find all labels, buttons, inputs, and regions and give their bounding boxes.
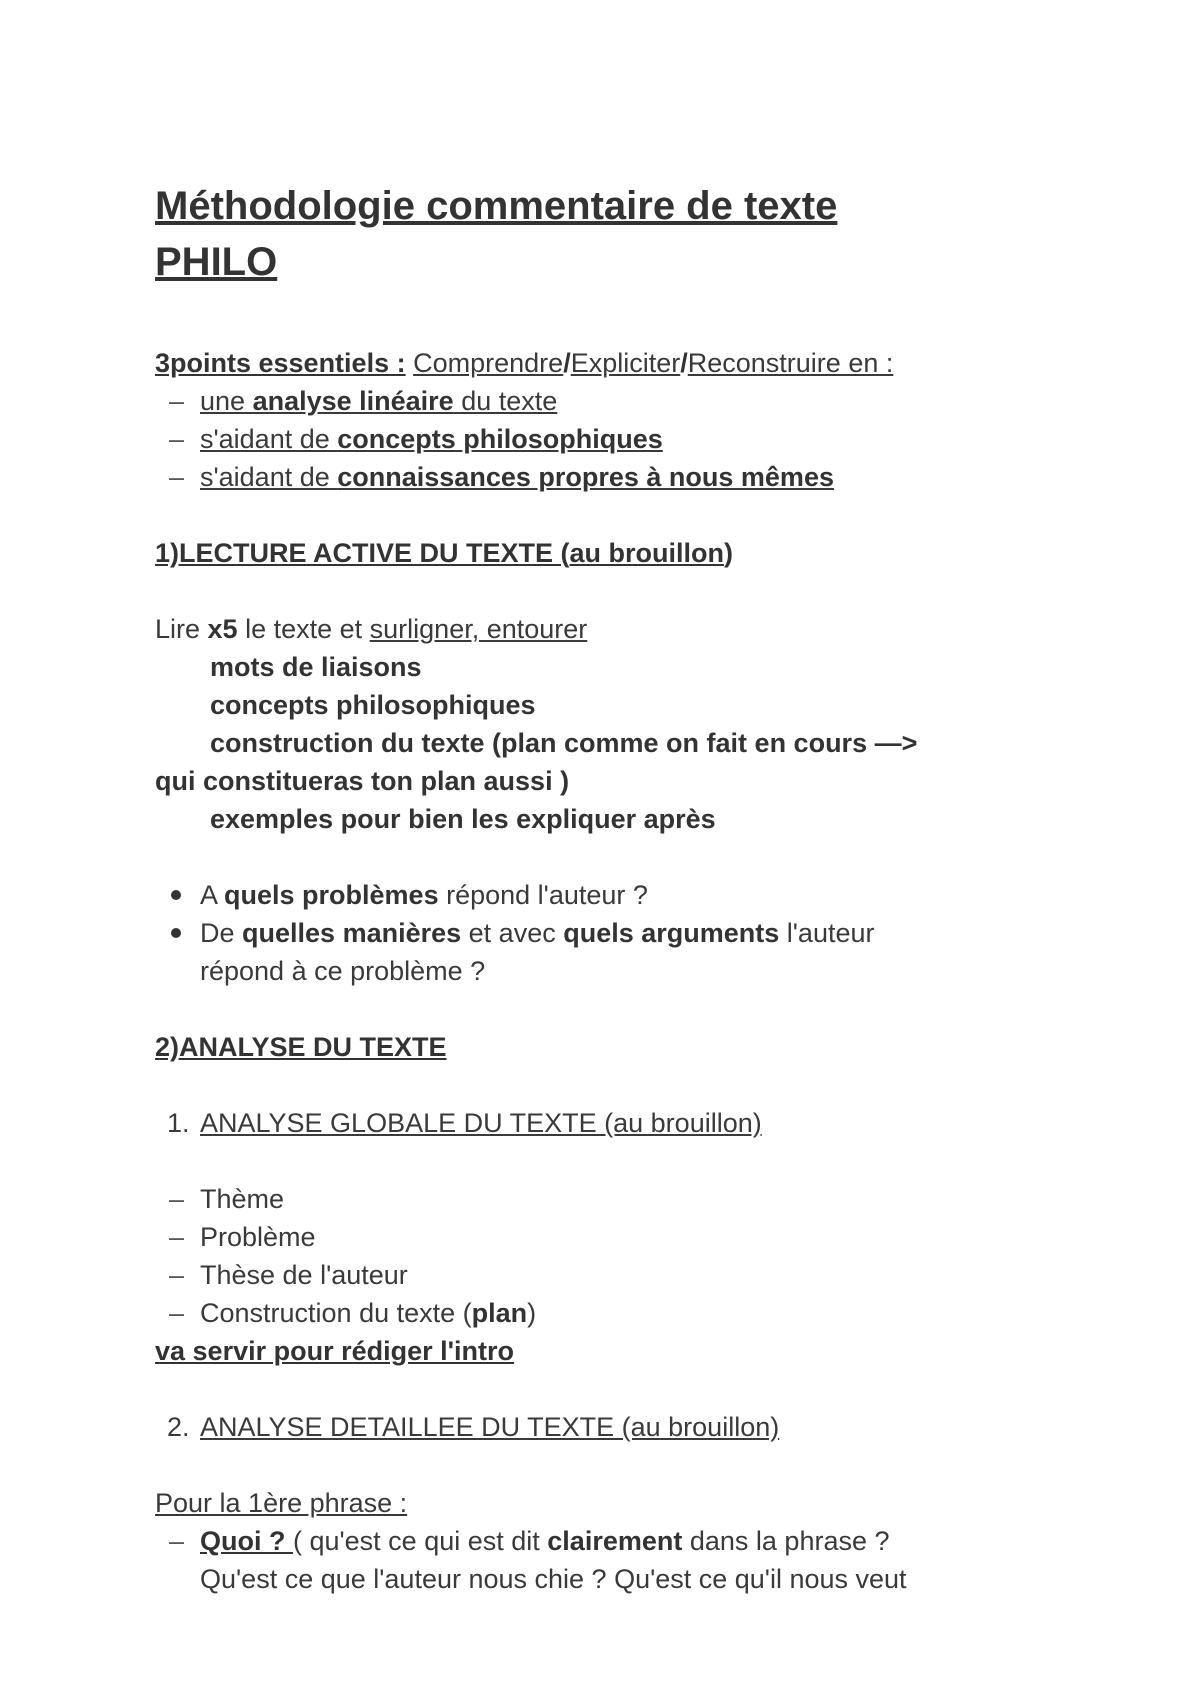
section1-heading-close: ) bbox=[724, 538, 734, 568]
title-line-2: PHILO bbox=[155, 240, 278, 284]
bullet-2-text-c: et avec bbox=[461, 918, 564, 948]
section1-heading bbox=[155, 534, 1055, 572]
quoi-bold: clairement bbox=[547, 1526, 683, 1556]
bold-line: qui constitueras ton plan aussi ) bbox=[155, 766, 570, 796]
sub-heading-2 bbox=[155, 1408, 1055, 1446]
intro-note: va servir pour rédiger l'intro bbox=[155, 1336, 515, 1366]
bullet-2-text-f: répond à ce problème ? bbox=[200, 956, 486, 986]
intro-item-1-text-b: du texte bbox=[453, 386, 558, 416]
intro-item bbox=[155, 382, 1055, 420]
bold-line: concepts philosophiques bbox=[210, 690, 536, 720]
intro-item bbox=[155, 420, 1055, 458]
analysis-item-1: Thème bbox=[200, 1184, 285, 1214]
analysis-item: – Construction du texte (plan) bbox=[169, 1298, 537, 1328]
intro-item-2-text-a: s'aidant de bbox=[200, 424, 338, 454]
analysis-item-3: Thèse de l'auteur bbox=[200, 1260, 408, 1290]
quoi-label: Quoi ? bbox=[200, 1526, 293, 1556]
analysis-item: – Thème bbox=[169, 1184, 285, 1214]
sub-heading-2-num: 2. bbox=[167, 1412, 190, 1442]
bullet-item bbox=[155, 914, 1055, 990]
analysis-item: – Thèse de l'auteur bbox=[169, 1260, 408, 1290]
phrase-label: Pour la 1ère phrase : bbox=[155, 1488, 408, 1518]
bullet-2-text-e: l'auteur bbox=[779, 918, 875, 948]
dash-marker: – bbox=[169, 462, 185, 492]
dash-marker: – bbox=[169, 424, 185, 454]
bullet-1-text-c: répond l'auteur ? bbox=[438, 880, 648, 910]
intro-line bbox=[155, 344, 1055, 382]
bold-line: mots de liaisons bbox=[210, 652, 422, 682]
bold-line: construction du texte (plan comme on fait en cours —> bbox=[210, 728, 918, 758]
bullet-dot bbox=[171, 928, 181, 938]
section1-heading-paren: au brouillon bbox=[569, 538, 725, 568]
page-title bbox=[155, 178, 1055, 290]
bullet-1-text-a: A bbox=[200, 880, 225, 910]
quoi-text-a: ( qu'est ce qui est dit bbox=[292, 1526, 548, 1556]
intro-item-1-text-a: une bbox=[200, 386, 253, 416]
read-count: x5 bbox=[207, 614, 238, 644]
bullet-2-bold-b: quelles manières bbox=[242, 918, 462, 948]
intro-word-3: Reconstruire en : bbox=[687, 348, 894, 378]
bullet-1-bold: quels problèmes bbox=[224, 880, 439, 910]
read-text-a: Lire bbox=[155, 614, 208, 644]
analysis-item-2: Problème bbox=[200, 1222, 316, 1252]
bullet-2-bold-d: quels arguments bbox=[563, 918, 780, 948]
analysis-item-4-a: Construction du texte ( bbox=[200, 1298, 472, 1328]
intro-word-2: Expliciter bbox=[570, 348, 681, 378]
read-action: surligner, entourer bbox=[369, 614, 588, 644]
sub-heading-1 bbox=[155, 1104, 1055, 1142]
title-line-1: Méthodologie commentaire de texte bbox=[155, 184, 838, 228]
intro-item-1-bold: analyse linéaire bbox=[252, 386, 454, 416]
bullet-item bbox=[155, 876, 1055, 914]
intro-sep-1: / bbox=[563, 348, 571, 378]
analysis-item-4-c: ) bbox=[527, 1298, 537, 1328]
sub-heading-2-label: ANALYSE DETAILLEE DU TEXTE (au brouillon) bbox=[200, 1412, 780, 1442]
bold-line: exemples pour bien les expliquer après bbox=[210, 804, 716, 834]
intro-sep-2: / bbox=[680, 348, 688, 378]
bullet-2-text-a: De bbox=[200, 918, 243, 948]
section2-heading: 2)ANALYSE DU TEXTE bbox=[155, 1032, 447, 1062]
read-line bbox=[155, 610, 1055, 648]
dash-marker: – bbox=[169, 386, 185, 416]
section1-heading-text: 1)LECTURE ACTIVE DU TEXTE ( bbox=[155, 538, 570, 568]
sub-heading-1-num: 1. bbox=[167, 1108, 190, 1138]
quoi-item: – Quoi ? ( qu'est ce qui est dit clairement dans la phrase ? Qu'est ce que l'auteur nous chie ? Qu'est ce qu'il nous veut bbox=[155, 1522, 1055, 1598]
intro-lead: 3points essentiels : bbox=[155, 348, 406, 378]
sub-heading-1-label: ANALYSE GLOBALE DU TEXTE (au brouillon) bbox=[200, 1108, 762, 1138]
bullet-dot bbox=[171, 890, 181, 900]
intro-word-1: Comprendre bbox=[413, 348, 564, 378]
read-text-c: le texte et bbox=[237, 614, 370, 644]
intro-item-3-text-a: s'aidant de bbox=[200, 462, 338, 492]
intro-item-2-bold: concepts philosophiques bbox=[337, 424, 663, 454]
intro-item-3-bold: connaissances propres à nous mêmes bbox=[337, 462, 834, 492]
quoi-text-d: Qu'est ce que l'auteur nous chie ? Qu'est ce qu'il nous veut bbox=[200, 1564, 907, 1594]
quoi-text-c: dans la phrase ? bbox=[682, 1526, 890, 1556]
analysis-item-4-bold: plan bbox=[471, 1298, 528, 1328]
intro-item bbox=[155, 458, 1055, 496]
analysis-item: – Problème bbox=[169, 1222, 316, 1252]
document-page bbox=[155, 178, 1055, 1598]
